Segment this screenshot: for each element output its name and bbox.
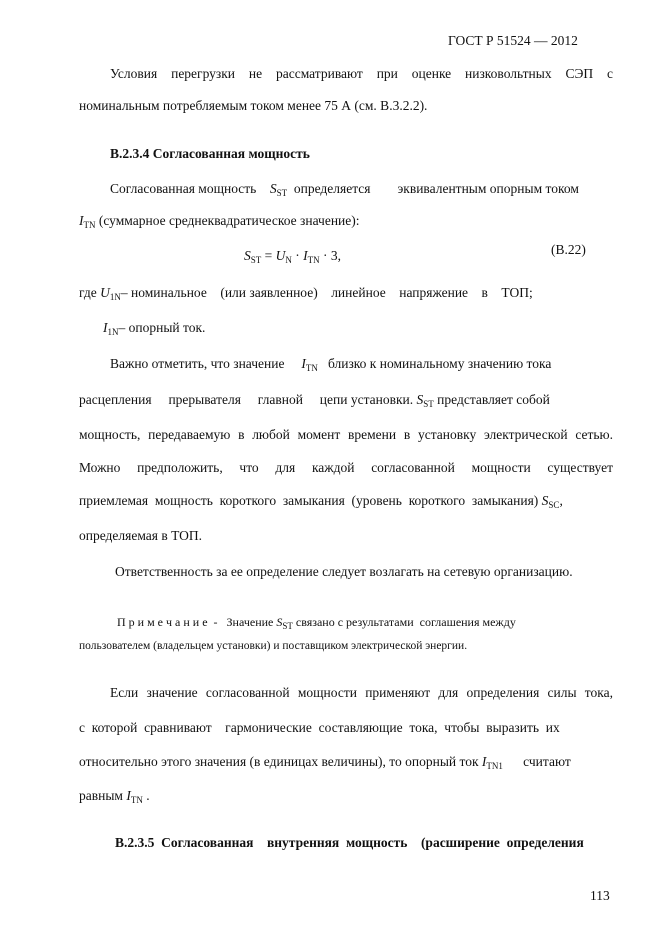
paragraph-line: Условия перегрузки не рассматривают при оценке низковольтных СЭП с: [110, 66, 613, 81]
paragraph-line: расцепления прерывателя главной цепи установки. $S_{ST}$ представляет собой: [79, 392, 550, 409]
note-line: П р и м е ч а н и е - Значение $S_{ST}$ связано с результатами соглашения между: [117, 615, 516, 631]
paragraph-line: Можно предположить, что для каждой согласованной мощности существует: [79, 460, 613, 475]
paragraph-line: номинальным потребляемым током менее 75 А (см. В.3.2.2).: [79, 98, 428, 113]
section-heading: В.2.3.4 Согласованная мощность: [110, 146, 310, 161]
paragraph-line: $I_{TN}$ (суммарное среднеквадратическое значение):: [79, 213, 360, 230]
paragraph-line: Важно отметить, что значение $I_{TN}$ близко к номинальному значению тока: [110, 356, 552, 373]
section-heading: В.2.3.5 Согласованная внутренняя мощность (расширение определения: [115, 835, 584, 850]
paragraph-line: Согласованная мощность $S_{ST}$ определяется эквивалентным опорным током: [110, 181, 579, 198]
paragraph-line: Ответственность за ее определение следует возлагать на сетевую организацию.: [115, 564, 573, 579]
paragraph-line: равным $I_{TN}$ .: [79, 788, 150, 805]
note-line: пользователем (владельцем установки) и поставщиком электрической энергии.: [79, 640, 468, 652]
equation-number: (В.22): [551, 242, 586, 257]
paragraph-line: мощность, передаваемую в любой момент времени в установку электрической сетью.: [79, 427, 613, 442]
paragraph-line: Если значение согласованной мощности применяют для определения силы тока,: [110, 685, 613, 700]
paragraph-line: определяемая в ТОП.: [79, 528, 203, 543]
paragraph-line: $I_{1N}-$ опорный ток.: [103, 320, 206, 337]
equation: $S_{ST} = U_N \cdot I_{TN} \cdot 3$,: [244, 248, 342, 265]
paragraph-line: где $U_{1N}-$ номинальное (или заявленное) линейное напряжение в ТОП;: [79, 285, 533, 302]
document-header: ГОСТ Р 51524 — 2012: [448, 33, 578, 48]
paragraph-line: относительно этого значения (в единицах величины), то опорный ток $I_{TN1}$ считают: [79, 754, 571, 771]
paragraph-line: с которой сравнивают гармонические составляющие тока, чтобы выразить их: [79, 720, 560, 735]
page-number: 113: [590, 888, 610, 903]
paragraph-line: приемлемая мощность короткого замыкания (уровень короткого замыкания) $S_{SC}$,: [79, 493, 563, 510]
